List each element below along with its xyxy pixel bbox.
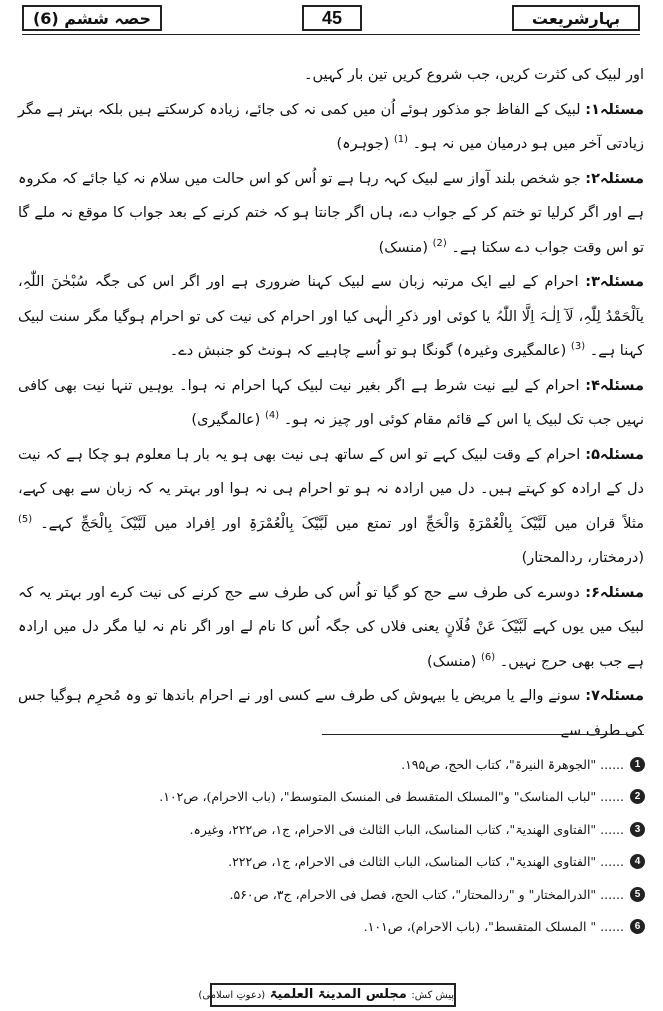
masala-paragraph	[18, 265, 644, 369]
footnote-number-badge: 5	[630, 887, 645, 902]
masala-paragraph	[18, 576, 644, 680]
footnote-number-badge: 2	[630, 789, 645, 804]
masala-paragraph	[18, 679, 644, 748]
footnote-ref[interactable]: (4)	[264, 410, 280, 422]
paragraph-text: احرام کے لیے ایک مرتبہ زبان سے لبیک کہنا ضروری ہے اور اگر اس کی جگہ سُبْحٰنَ اللّٰہِ، یاَلْحَمْدُ لِلّٰہِ، لَآ اِلٰـہَ اِلَّا اللّٰہُ یا کوئی اور ذکرِ الٰہی کیا اور احرام کی نیت کی تو احرام ہوگیا مگر سنت لبیک کہنا ہے۔	[18, 274, 644, 359]
page-number: 45	[321, 7, 343, 28]
masala-paragraph	[18, 93, 644, 162]
footnote[interactable]	[25, 846, 645, 879]
footnote[interactable]	[25, 813, 645, 846]
footnote-ref[interactable]: (2)	[432, 237, 447, 249]
footnote-text: ...... "الفتاوی الھندیۃ"، کتاب المناسک، الباب الثالث فی الاحرام، ج۱، ص۲۲۲، وغیرہ.	[189, 821, 624, 837]
book-title: بہارِشریعت	[531, 8, 621, 28]
citation: (جوہرہ)	[336, 136, 390, 152]
footnote-number-badge: 6	[630, 919, 645, 934]
footnote[interactable]	[25, 911, 645, 944]
paragraph-text: جو شخص بلند آواز سے لبیک کہہ رہا ہے تو اُس کو اس حالت میں سلام نہ کیا جائے کہ مکروہ ہے اور اگر کرلیا تو ختم کر کے جواب دے، ہاں اگر جانتا ہو کہ ختم کرنے کے بعد جواب کا موقع نہ ملے گا تو اس وقت جواب دے سکتا ہے۔	[18, 170, 644, 256]
footnote-text: ...... "الدرالمختار" و "ردالمحتار"، کتاب الحج، فصل فی الاحرام، ج۳، ص۵۶۰.	[229, 886, 624, 902]
footnote-text: ...... "الفتاوی الھندیۃ"، کتاب المناسک، الباب الثالث فی الاحرام، ج۱، ص۲۲۲.	[228, 854, 624, 870]
masala-label: مسئلہ۳:	[585, 274, 644, 290]
masala-label: مسئلہ۶:	[585, 584, 644, 601]
footnote-text: ...... "لباب المناسک" و"المسلک المتقسط فی المنسک المتوسط"، (باب الاحرام)، ص۱۰۲.	[159, 789, 624, 805]
paragraph-text: لبیک کے الفاظ جو مذکور ہوئے اُن میں کمی نہ کی جائے، زیادہ کرسکتے ہیں بلکہ بہتر ہے مگر زیادتی آخر میں ہو درمیان میں نہ ہو۔	[18, 101, 644, 152]
masala-paragraph	[18, 438, 644, 576]
book-title-box	[512, 5, 640, 31]
publisher-footer	[198, 983, 456, 1007]
citation: (عالمگیری وغیرہ) گونگا ہو تو اُسے چاہیے کہ ہونٹ کو جنبش دے۔	[169, 343, 567, 359]
footnote[interactable]	[25, 781, 645, 814]
citation: (منسک)	[427, 653, 477, 670]
masala-paragraph	[18, 369, 644, 438]
paragraph-text: دوسرے کی طرف سے حج کو گیا تو اُس کی طرف سے حج کرنے کی نیت کرے اور بہتر یہ کہ لبیک میں یوں کہے لَبَّیْکَ عَنْ فُلَانٍ یعنی فلاں کی جگہ اُس کا نام لے اور اگر نام نہ لیا مگر دل میں ارادہ ہے جب بھی حرج نہیں۔	[18, 584, 644, 670]
paragraph-text: احرام کے لیے نیت شرط ہے اگر بغیر نیت لبیک کہا احرام نہ ہوا۔ یوہیں تنہا نیت بھی کافی نہیں جب تک لبیک یا اس کے قائم مقام کوئی اور چیز نہ ہو۔	[18, 377, 644, 428]
masala-label: مسئلہ۱:	[585, 101, 645, 118]
footnote-text: ...... " المسلک المتقسط"، (باب الاحرام)، ص۱۰۱.	[363, 919, 624, 935]
masala-paragraph	[18, 162, 644, 266]
page-number-box	[302, 5, 362, 31]
masala-label: مسئلہ۴:	[585, 377, 645, 394]
footnote-ref[interactable]: (3)	[570, 341, 586, 353]
footnote-ref[interactable]: (1)	[393, 134, 409, 146]
footnote-ref[interactable]: (5)	[18, 513, 33, 525]
header-rule	[22, 34, 640, 35]
masala-label: مسئلہ۷:	[585, 688, 644, 704]
presenter-label: پیش کش:	[411, 990, 454, 1001]
footnote-separator	[322, 734, 644, 735]
paragraph-text: سونے والے یا مریض یا بیہوش کی طرف سے کسی اور نے احرام باندھا تو وہ مُحرِم ہوگیا جس کی طرف سے	[18, 688, 644, 739]
paragraph-text: احرام کے وقت لبیک کہے تو اس کے ساتھ ہی نیت بھی ہو یہ بار ہا معلوم ہو چکا ہے کہ نیت دل کے ارادہ کو کہتے ہیں۔ دل میں ارادہ نہ ہو تو احرام ہی نہ ہوا اور بہتر یہ کہ زبان سے بھی کہے، مثلاً قران میں لَبَّیْکَ بِالْعُمْرَۃِ وَالْحَجِّ اور تمتع میں لَبَّیْکَ بِالْعُمْرَۃِ اور اِفراد میں لَبَّیْکَ بِالْحَجِّ کہے۔	[18, 446, 645, 532]
footnote[interactable]	[25, 878, 645, 911]
footnote[interactable]	[25, 748, 645, 781]
footnotes	[25, 748, 645, 943]
paragraph	[18, 58, 644, 93]
citation: (عالمگیری)	[191, 412, 261, 428]
masala-label: مسئلہ۲:	[585, 170, 645, 187]
footnote-number-badge: 1	[630, 757, 645, 772]
footnote-number-badge: 4	[630, 854, 645, 869]
part-label-box	[22, 5, 162, 31]
part-label: حصہ ششم (6)	[32, 8, 152, 28]
citation: (منسک)	[378, 239, 428, 256]
citation: (درمختار، ردالمحتار)	[521, 550, 644, 566]
paragraph-text: اور لبیک کی کثرت کریں، جب شروع کریں تین بار کہیں۔	[303, 67, 644, 83]
publisher-name: مجلس المدینۃ العلمیۃ	[269, 987, 407, 1002]
masala-label: مسئلہ۵:	[585, 446, 644, 463]
footnote-text: ...... "الجوھرۃ النیرۃ"، کتاب الحج، ص۱۹۵.	[401, 756, 624, 772]
body-text	[18, 58, 644, 748]
organization-name: (دعوتِ اسلامی)	[198, 990, 266, 1001]
footnote-ref[interactable]: (6)	[481, 651, 496, 663]
footnote-number-badge: 3	[630, 822, 645, 837]
